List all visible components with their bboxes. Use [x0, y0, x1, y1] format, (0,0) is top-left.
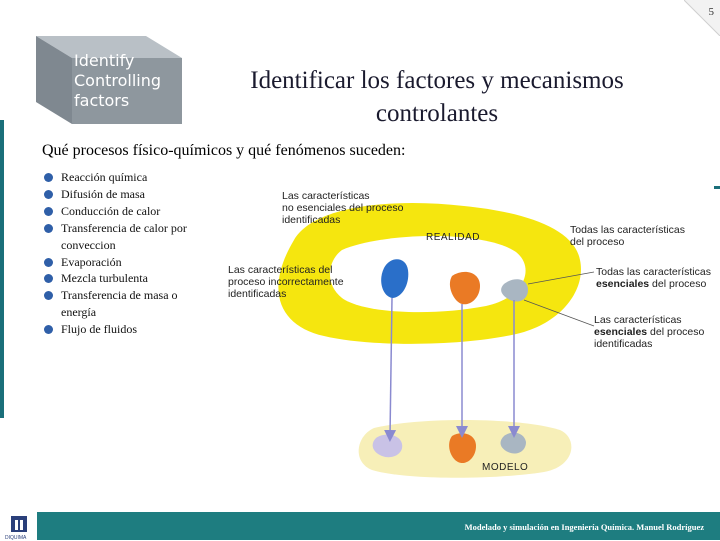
modelo-label: MODELO: [482, 462, 529, 473]
logo-icon: [5, 514, 35, 534]
footer-credit: Modelado y simulación en Ingeniería Química. Manuel Rodríguez: [464, 522, 704, 532]
list-item: Transferencia de masa o energía: [44, 287, 211, 321]
reality-hole: [330, 236, 526, 312]
list-item: Flujo de fluidos: [44, 321, 211, 338]
list-item: Evaporación: [44, 254, 211, 271]
label-part: del proceso: [649, 278, 707, 290]
process-list: [44, 169, 211, 338]
slide-title: [186, 64, 688, 130]
list-item: Conducción de calor: [44, 203, 211, 220]
label-part: Las características: [594, 314, 682, 326]
cube-label: Identify Controlling factors: [74, 51, 162, 110]
label-todas-esenciales: [596, 266, 711, 290]
section-subtitle: Qué procesos físico-químicos y qué fenómenos suceden:: [42, 142, 406, 159]
list-item: Difusión de masa: [44, 186, 211, 203]
realidad-label: REALIDAD: [426, 232, 481, 243]
university-logo: [5, 514, 35, 540]
reality-model-diagram: [224, 180, 720, 480]
title-line-1: Identificar los factores y mecanismos: [250, 67, 624, 94]
slide-number: 5: [708, 6, 714, 18]
footer-bar: [37, 512, 720, 540]
label-no-esenciales: Las características no esenciales del proceso identificadas: [282, 190, 404, 226]
label-part: Todas las características: [596, 266, 711, 278]
list-item: Transferencia de calor por conveccion: [44, 220, 211, 254]
label-part-bold: esenciales: [594, 326, 648, 338]
label-esenciales-identificadas: [594, 314, 704, 350]
logo-caption: DIQUIMA: [5, 535, 27, 541]
slide-number-corner: [684, 0, 720, 36]
left-accent-rule: [0, 120, 4, 418]
list-item: Reacción química: [44, 169, 211, 186]
label-incorrectamente: Las características del proceso incorrectamente identificadas: [228, 264, 344, 300]
label-todas: Todas las características del proceso: [570, 224, 685, 248]
footer: [0, 512, 720, 540]
title-line-2: controlantes: [375, 100, 499, 127]
list-item: Mezcla turbulenta: [44, 270, 211, 287]
label-part: del proceso identificadas: [594, 326, 705, 350]
page-curl-icon: [684, 0, 720, 36]
label-part-bold: esenciales: [596, 278, 650, 290]
